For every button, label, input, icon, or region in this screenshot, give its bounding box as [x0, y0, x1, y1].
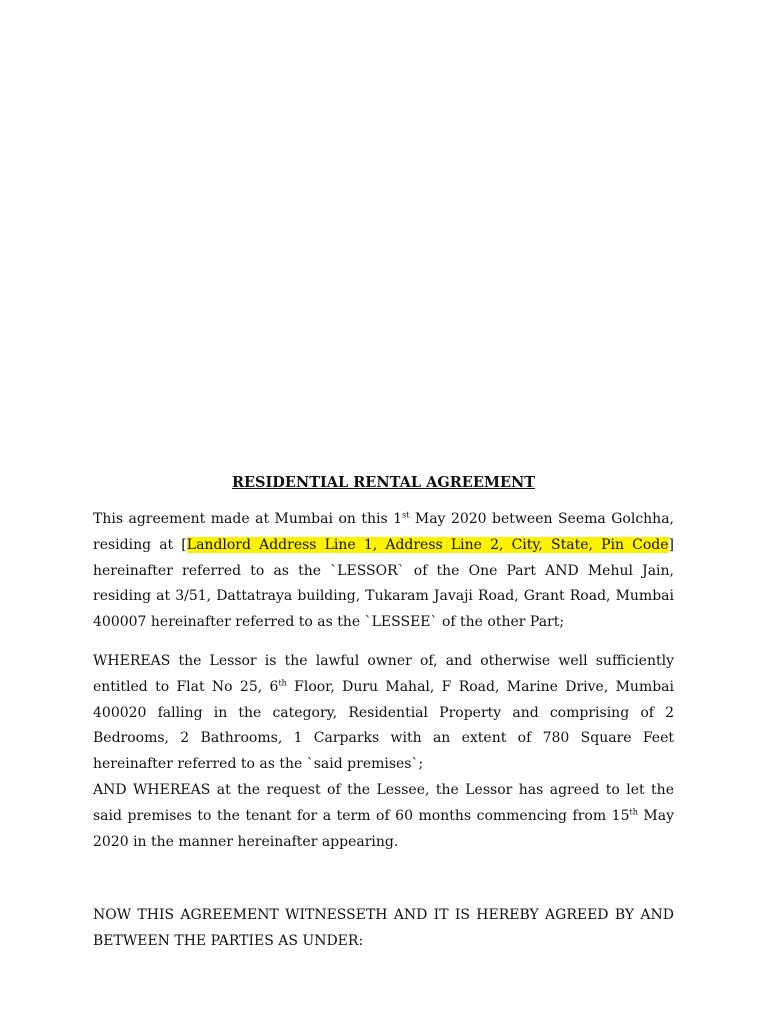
parties-text-1: This agreement made at Mumbai on this 1: [93, 511, 403, 527]
whereas-text-1: WHEREAS the Lessor is the lawful owner of, and otherwise well sufficiently entitled to Flat No 25, 6: [93, 652, 674, 695]
whereas-text-2: Floor, Duru Mahal, F Road, Marine Drive, Mumbai 400020 falling in the category, Residential Property and comprising of 2 Bedrooms, 2 Bathrooms, 1 Carparks with an extent of 780 Square Feet hereinafter referred to as the `said premises`;: [93, 678, 674, 773]
ordinal-suffix: th: [278, 678, 287, 688]
parties-text-2: May 2020 between Seema Golchha, residing at [: [93, 511, 674, 553]
whereas-paragraph: [93, 649, 674, 778]
witnesseth-paragraph: NOW THIS AGREEMENT WITNESSETH AND IT IS HEREBY AGREED BY AND BETWEEN THE PARTIES AS UNDER:: [93, 907, 674, 950]
and-whereas-text-2: May 2020 in the manner hereinafter appearing.: [93, 807, 674, 850]
document-title: RESIDENTIAL RENTAL AGREEMENT: [231, 474, 536, 491]
and-whereas-text-1: AND WHEREAS at the request of the Lessee, the Lessor has agreed to let the said premises to the tenant for a term of 60 months commencing from 15: [93, 781, 674, 824]
landlord-address-placeholder: Landlord Address Line 1, Address Line 2, City, State, Pin Code: [186, 536, 669, 553]
parties-text-3: ] hereinafter referred to as the `LESSOR` of the One Part AND Mehul Jain, residing at 3/51, Dattatraya building, Tukaram Javaji Road, Grant Road, Mumbai 400007 hereinafter referred to as the `LESSEE` of the other Part;: [93, 536, 674, 631]
and-whereas-paragraph: [93, 778, 674, 855]
ordinal-suffix: th: [629, 807, 638, 817]
parties-paragraph: [93, 507, 674, 636]
ordinal-suffix: st: [402, 510, 410, 520]
document-body: [93, 466, 674, 955]
